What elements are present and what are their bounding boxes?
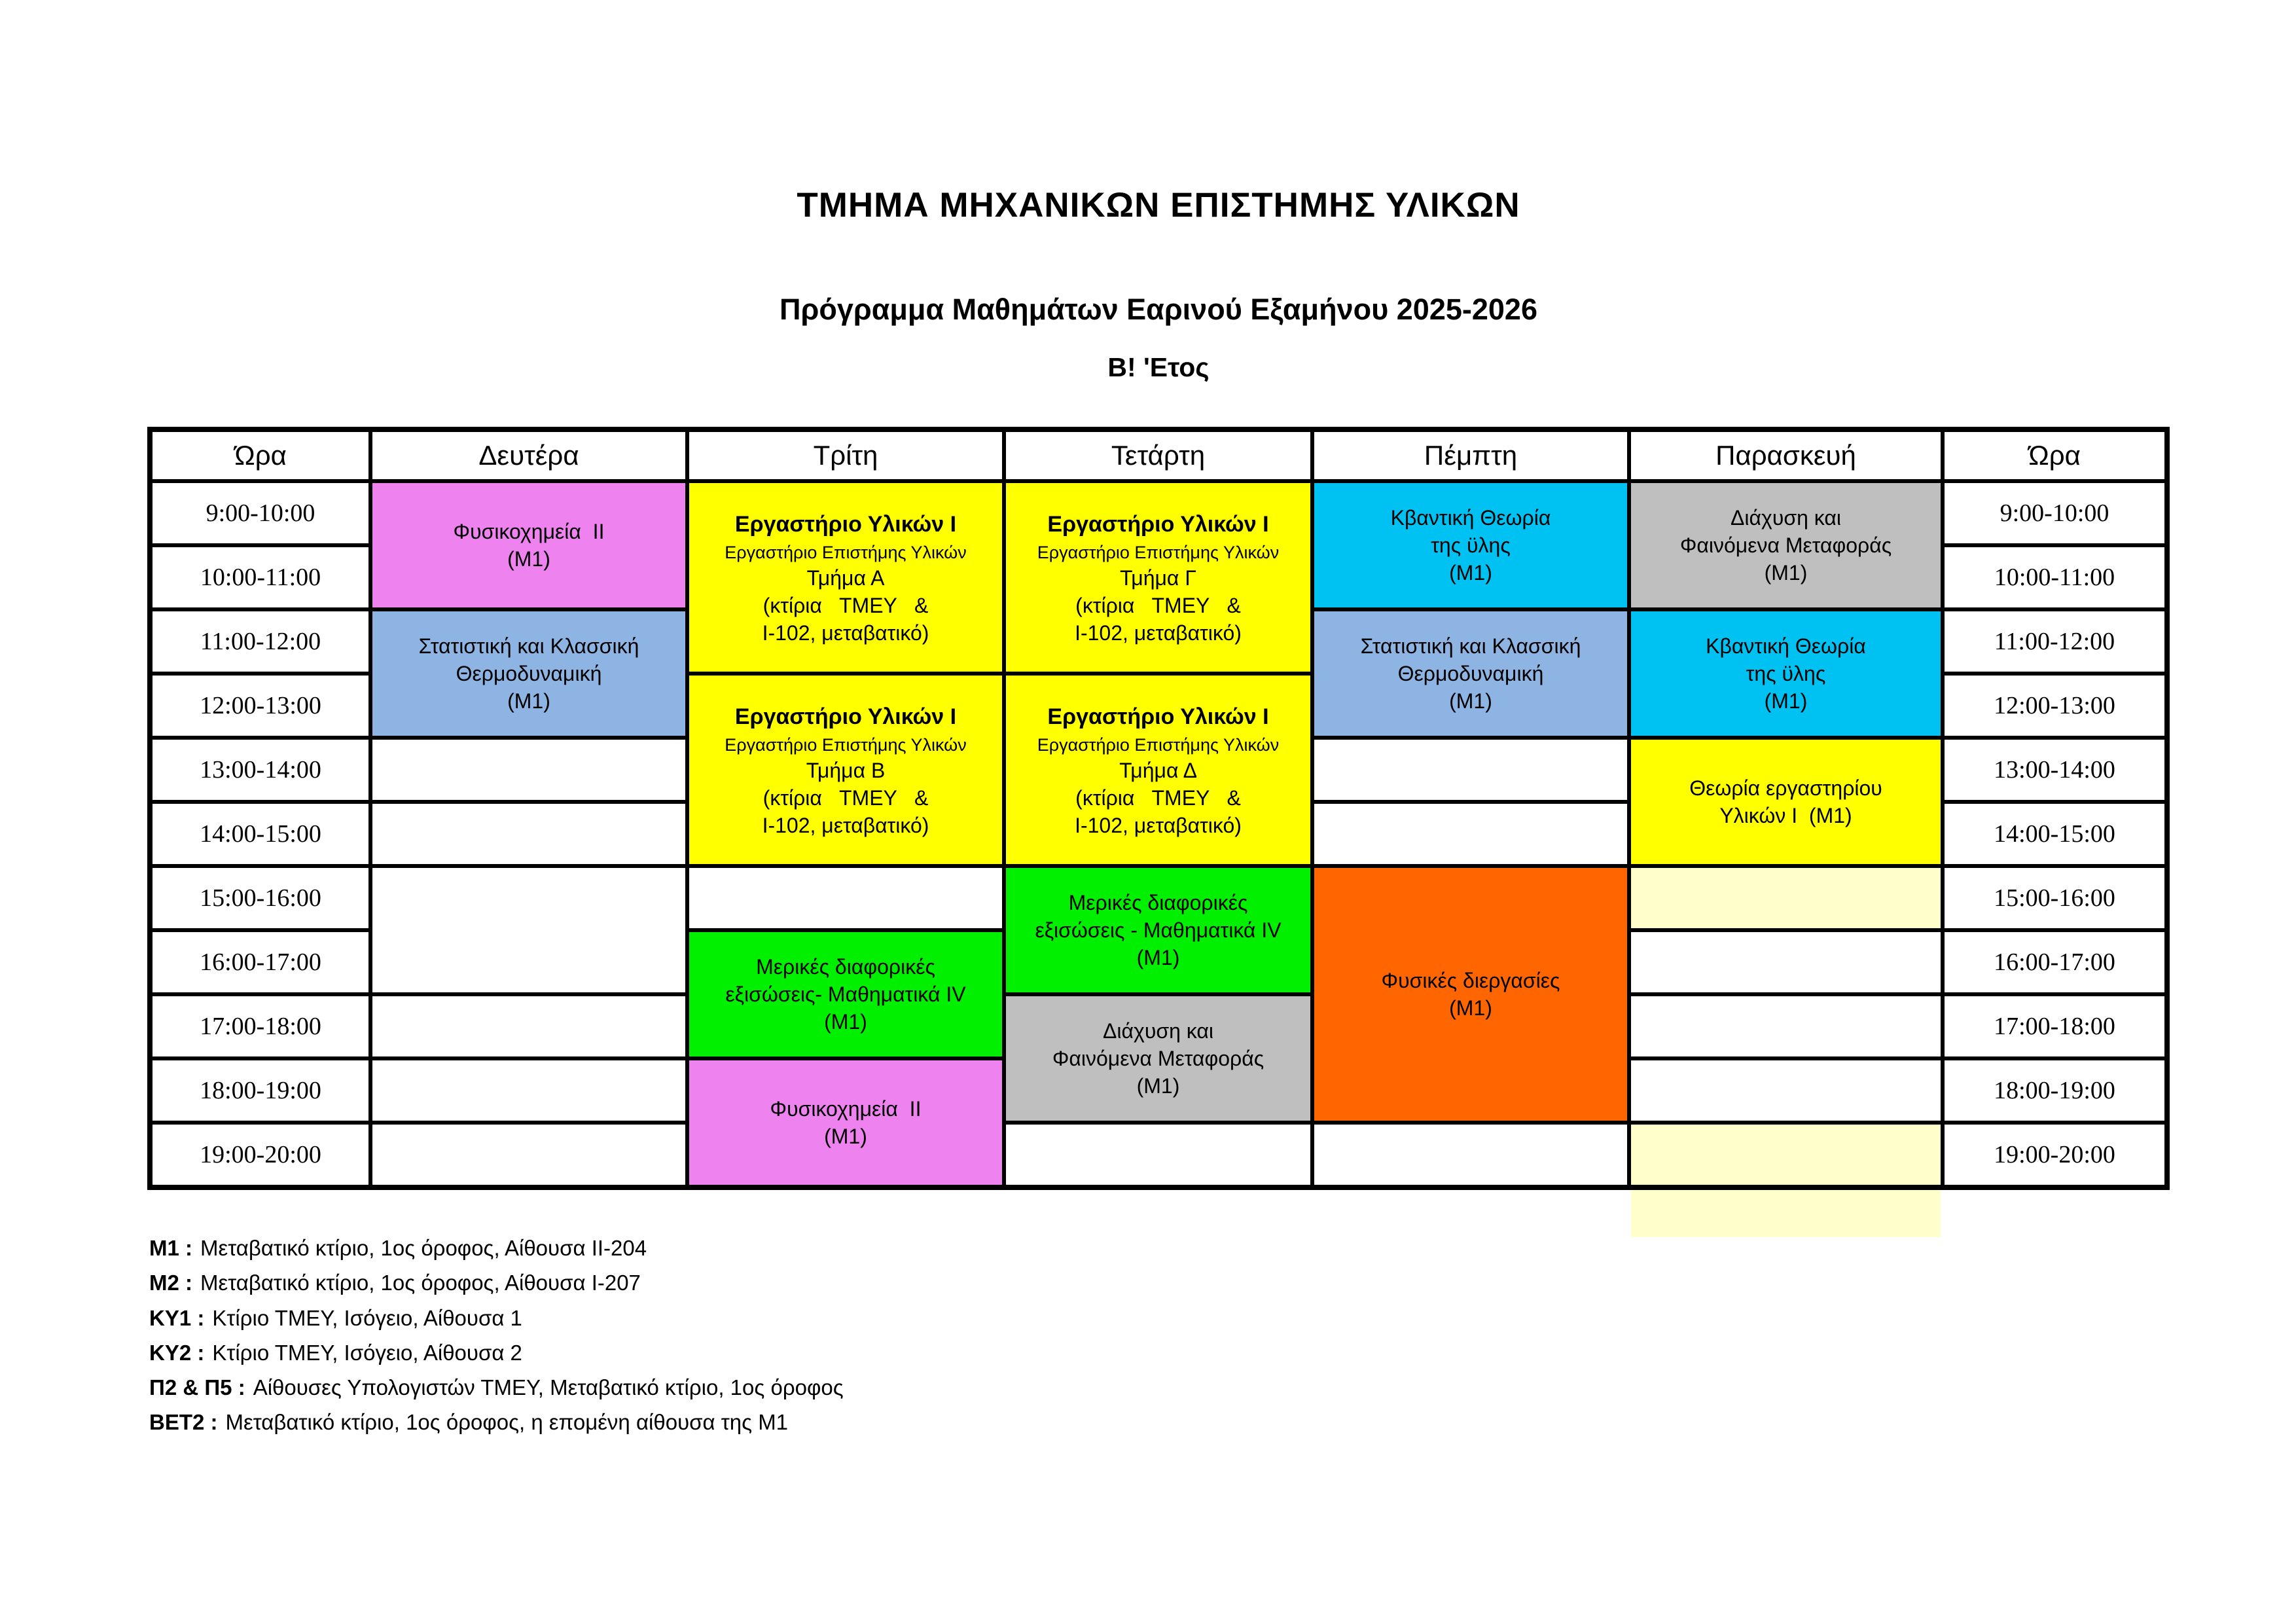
friday-course-text: Φαινόμενα Μεταφοράς xyxy=(1679,533,1892,557)
tuesday-course-text: Ι-102, μεταβατικό) xyxy=(762,621,929,645)
time-right-4: 13:00-14:00 xyxy=(1945,740,2164,800)
friday-cell-r3 xyxy=(1631,611,1941,736)
tuesday-course-text: (Μ1) xyxy=(824,1010,867,1034)
monday-cell-r1 xyxy=(372,483,685,607)
tuesday-course-text: Φυσικοχημεία ΙΙ xyxy=(770,1096,922,1121)
monday-course-text: Θερμοδυναμική xyxy=(456,661,602,685)
col-header-6: Ώρα xyxy=(1945,432,2164,479)
tuesday-course-text: Εργαστήριο Υλικών Ι xyxy=(734,511,957,537)
time-left-0: 9:00-10:00 xyxy=(152,483,368,543)
legend-item-0 xyxy=(149,1235,844,1261)
wednesday-course-text: (κτίρια ΤΜΕΥ & xyxy=(1075,785,1241,810)
monday-cell-r5 xyxy=(372,740,685,800)
monday-course-text: (Μ1) xyxy=(507,689,550,713)
wednesday-course-text: Εργαστήριο Επιστήμης Υλικών xyxy=(1037,734,1280,755)
tuesday-cell-r7 xyxy=(689,868,1002,928)
thursday-cell-r7 xyxy=(1314,868,1627,1121)
wednesday-course-text: Ι-102, μεταβατικό) xyxy=(1075,621,1242,645)
time-left-8: 17:00-18:00 xyxy=(152,996,368,1056)
wednesday-cell-r11 xyxy=(1006,1125,1310,1185)
legend-text-2: Κτίριο ΤΜΕΥ, Ισόγειο, Αίθουσα 1 xyxy=(212,1305,522,1330)
legend-label-4: Π2 & Π5 : xyxy=(149,1375,245,1399)
legend-label-3: ΚΥ2 : xyxy=(149,1340,205,1365)
thursday-course-text: (Μ1) xyxy=(1449,996,1492,1020)
monday-cell-r10 xyxy=(372,1060,685,1121)
wednesday-cell-r9 xyxy=(1006,996,1310,1121)
time-left-6: 15:00-16:00 xyxy=(152,868,368,928)
thursday-course-text: (Μ1) xyxy=(1449,561,1492,585)
tuesday-course-text: Εργαστήριο Επιστήμης Υλικών xyxy=(725,734,967,755)
tuesday-cell-r4 xyxy=(689,676,1002,864)
tuesday-course-text: Μερικές διαφορικές xyxy=(756,954,935,979)
wednesday-course-text: (Μ1) xyxy=(1136,946,1180,970)
wednesday-course-text: Μερικές διαφορικές xyxy=(1068,890,1248,914)
legend-item-4 xyxy=(149,1374,844,1401)
tuesday-cell-r8 xyxy=(689,932,1002,1056)
legend-text-3: Κτίριο ΤΜΕΥ, Ισόγειο, Αίθουσα 2 xyxy=(212,1340,522,1365)
tuesday-course-text: (κτίρια ΤΜΕΥ & xyxy=(762,785,929,810)
col-header-2: Τρίτη xyxy=(689,432,1002,479)
friday-course-text: Θεωρία εργαστηρίου xyxy=(1689,776,1882,800)
time-right-8: 17:00-18:00 xyxy=(1945,996,2164,1056)
legend-label-1: Μ2 : xyxy=(149,1271,192,1295)
wednesday-course-text: Τμήμα Δ xyxy=(1119,758,1197,782)
time-right-3: 12:00-13:00 xyxy=(1945,676,2164,736)
friday-course-text: της ϋλης xyxy=(1746,661,1826,685)
thursday-cell-r11 xyxy=(1314,1125,1627,1185)
legend-item-2 xyxy=(149,1305,844,1331)
legend-text-0: Μεταβατικό κτίριο, 1ος όροφος, Αίθουσα ΙΙ-204 xyxy=(200,1236,647,1260)
time-left-5: 14:00-15:00 xyxy=(152,804,368,864)
monday-course-text: Φυσικοχημεία ΙΙ xyxy=(453,519,605,543)
page-subtitle: Πρόγραμμα Μαθημάτων Εαρινού Εξαμήνου 2025-2026 xyxy=(780,293,1537,326)
thursday-course-text: (Μ1) xyxy=(1449,689,1492,713)
wednesday-course-text: Εργαστήριο Υλικών Ι xyxy=(1047,511,1269,537)
legend-text-5: Μεταβατικό κτίριο, 1ος όροφος, η επομένη αίθουσα της Μ1 xyxy=(225,1410,789,1435)
legend-item-5 xyxy=(149,1409,844,1435)
room-legend xyxy=(149,1235,844,1444)
friday-course-text: (Μ1) xyxy=(1764,561,1808,585)
thursday-course-text: Φυσικές διεργασίες xyxy=(1381,968,1560,992)
wednesday-course-text: Εργαστήριο Υλικών Ι xyxy=(1047,704,1269,729)
monday-cell-r7 xyxy=(372,868,685,992)
friday-course-text: Υλικών Ι (Μ1) xyxy=(1719,804,1852,827)
time-right-7: 16:00-17:00 xyxy=(1945,932,2164,992)
col-header-3: Τετάρτη xyxy=(1006,432,1310,479)
legend-label-2: ΚΥ1 : xyxy=(149,1305,205,1330)
wednesday-course-text: Εργαστήριο Επιστήμης Υλικών xyxy=(1037,542,1280,562)
friday-cell-r9 xyxy=(1631,996,1941,1056)
tuesday-course-text: (κτίρια ΤΜΕΥ & xyxy=(762,593,929,617)
legend-label-5: ΒΕΤ2 : xyxy=(149,1410,218,1435)
tuesday-course-text: Τμήμα Α xyxy=(806,566,885,590)
col-header-5: Παρασκευή xyxy=(1631,432,1941,479)
thursday-course-text: Κβαντική Θεωρία xyxy=(1390,505,1551,530)
tuesday-course-text: Ι-102, μεταβατικό) xyxy=(762,814,929,838)
col-header-4: Πέμπτη xyxy=(1314,432,1627,479)
friday-cell-r11 xyxy=(1631,1125,1941,1185)
friday-course-text: (Μ1) xyxy=(1764,689,1808,713)
tuesday-course-text: Εργαστήριο Επιστήμης Υλικών xyxy=(725,542,967,562)
legend-text-1: Μεταβατικό κτίριο, 1ος όροφος, Αίθουσα Ι-207 xyxy=(200,1271,641,1295)
friday-cell-r8 xyxy=(1631,932,1941,992)
monday-cell-r6 xyxy=(372,804,685,864)
legend-text-4: Αίθουσες Υπολογιστών ΤΜΕΥ, Μεταβατικό κτίριο, 1ος όροφος xyxy=(253,1375,844,1399)
monday-cell-r11 xyxy=(372,1125,685,1185)
wednesday-course-text: Τμήμα Γ xyxy=(1120,566,1196,590)
tuesday-cell-r10 xyxy=(689,1060,1002,1185)
wednesday-cell-r7 xyxy=(1006,868,1310,992)
time-left-1: 10:00-11:00 xyxy=(152,547,368,607)
monday-cell-r9 xyxy=(372,996,685,1056)
wednesday-course-text: εξισώσεις - Μαθηματικά IV xyxy=(1035,918,1282,942)
time-right-6: 15:00-16:00 xyxy=(1945,868,2164,928)
friday-cell-r10 xyxy=(1631,1060,1941,1121)
col-header-1: Δευτέρα xyxy=(372,432,685,479)
time-right-1: 10:00-11:00 xyxy=(1945,547,2164,607)
wednesday-course-text: Φαινόμενα Μεταφοράς xyxy=(1052,1046,1265,1070)
friday-cell-r1 xyxy=(1631,483,1941,607)
time-right-5: 14:00-15:00 xyxy=(1945,804,2164,864)
time-left-7: 16:00-17:00 xyxy=(152,932,368,992)
thursday-cell-r3 xyxy=(1314,611,1627,736)
friday-cell-r7 xyxy=(1631,868,1941,928)
legend-label-0: Μ1 : xyxy=(149,1236,192,1260)
friday-course-text: Διάχυση και xyxy=(1731,505,1841,530)
thursday-course-text: της ϋλης xyxy=(1431,533,1511,557)
thursday-cell-r6 xyxy=(1314,804,1627,864)
thursday-course-text: Θερμοδυναμική xyxy=(1397,661,1544,685)
legend-item-3 xyxy=(149,1339,844,1366)
wednesday-cell-r4 xyxy=(1006,676,1310,864)
tuesday-course-text: Τμήμα Β xyxy=(806,758,886,782)
thursday-cell-r1 xyxy=(1314,483,1627,607)
page-title: ΤΜΗΜΑ ΜΗΧΑΝΙΚΩΝ ΕΠΙΣΤΗΜΗΣ ΥΛΙΚΩΝ xyxy=(797,186,1520,225)
col-header-0: Ώρα xyxy=(152,432,368,479)
legend-item-1 xyxy=(149,1269,844,1296)
time-right-10: 19:00-20:00 xyxy=(1945,1125,2164,1185)
time-left-2: 11:00-12:00 xyxy=(152,611,368,672)
wednesday-cell-r1 xyxy=(1006,483,1310,672)
friday-cell-r5 xyxy=(1631,740,1941,864)
tuesday-course-text: Εργαστήριο Υλικών Ι xyxy=(734,704,957,729)
wednesday-course-text: Ι-102, μεταβατικό) xyxy=(1075,814,1242,838)
time-right-9: 18:00-19:00 xyxy=(1945,1060,2164,1121)
time-right-0: 9:00-10:00 xyxy=(1945,483,2164,543)
year-label: Β! 'Ετος xyxy=(1107,352,1210,382)
thursday-cell-r5 xyxy=(1314,740,1627,800)
time-left-3: 12:00-13:00 xyxy=(152,676,368,736)
monday-course-text: (Μ1) xyxy=(507,547,550,571)
time-left-10: 19:00-20:00 xyxy=(152,1125,368,1185)
tuesday-course-text: (Μ1) xyxy=(824,1125,867,1148)
time-left-9: 18:00-19:00 xyxy=(152,1060,368,1121)
monday-course-text: Στατιστική και Κλασσική xyxy=(418,634,639,658)
time-left-4: 13:00-14:00 xyxy=(152,740,368,800)
wednesday-course-text: (κτίρια ΤΜΕΥ & xyxy=(1075,593,1241,617)
monday-cell-r3 xyxy=(372,611,685,736)
time-right-2: 11:00-12:00 xyxy=(1945,611,2164,672)
timetable-grid xyxy=(147,427,2170,1190)
thursday-course-text: Στατιστική και Κλασσική xyxy=(1360,634,1581,658)
tuesday-course-text: εξισώσεις- Μαθηματικά IV xyxy=(725,982,966,1006)
tuesday-cell-r1 xyxy=(689,483,1002,672)
wednesday-course-text: Διάχυση και xyxy=(1103,1019,1213,1043)
wednesday-course-text: (Μ1) xyxy=(1136,1074,1180,1098)
friday-course-text: Κβαντική Θεωρία xyxy=(1706,634,1866,658)
overflow-highlight xyxy=(1631,1190,1941,1237)
